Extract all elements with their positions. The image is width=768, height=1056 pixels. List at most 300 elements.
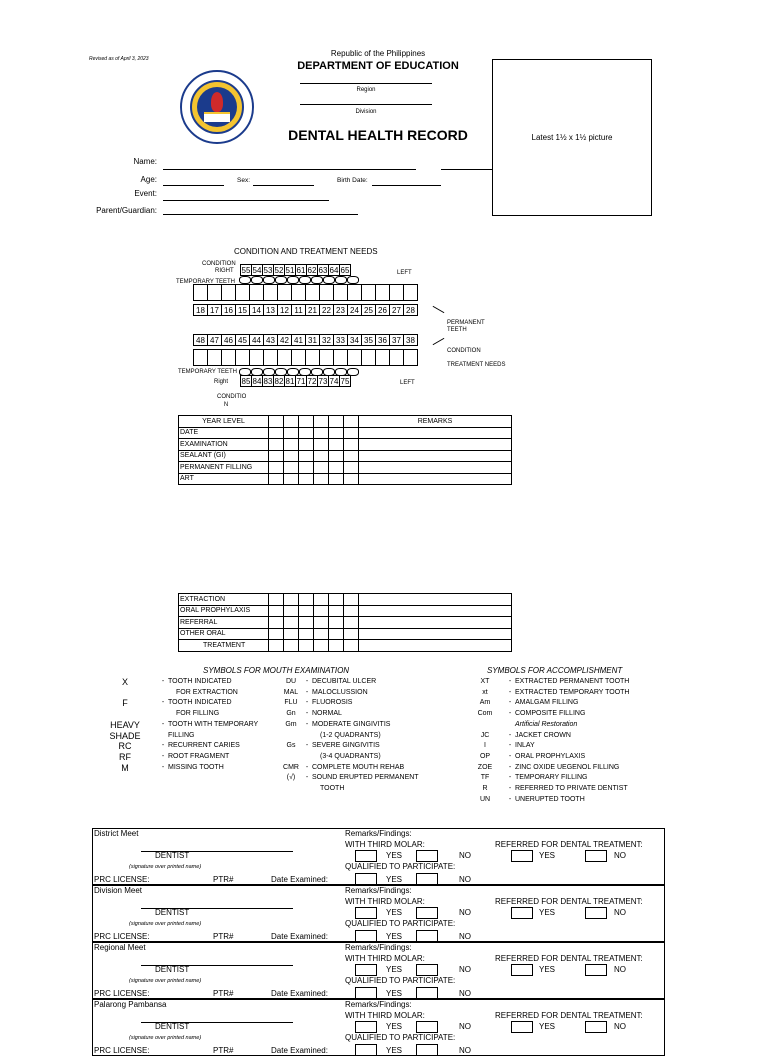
tooth-34[interactable]: 34 — [347, 334, 362, 346]
condition-cell[interactable] — [403, 349, 418, 366]
qualified-no-box[interactable] — [416, 873, 438, 885]
symbol-row — [465, 720, 630, 731]
table-cell[interactable] — [329, 473, 344, 485]
remarks-cell[interactable] — [359, 605, 512, 617]
symbol-row — [92, 709, 258, 720]
no-label: NO — [459, 1022, 471, 1031]
symbol-desc: FILLING — [168, 731, 195, 739]
guardian-field[interactable] — [163, 214, 358, 215]
referred-no-box[interactable] — [585, 1021, 607, 1033]
table-cell[interactable] — [269, 617, 284, 629]
table-cell[interactable] — [344, 628, 359, 640]
tooth-72[interactable]: 72 — [307, 377, 317, 386]
tooth-surface-shape[interactable] — [311, 276, 323, 284]
tooth-64[interactable]: 64 — [329, 266, 339, 275]
tooth-82[interactable]: 82 — [274, 377, 284, 386]
third-molar-no-box[interactable] — [416, 907, 438, 919]
dentist-label: DENTIST — [155, 851, 190, 860]
condition-cell[interactable] — [305, 284, 320, 301]
tooth-84[interactable]: 84 — [252, 377, 262, 386]
condition-cell[interactable] — [347, 349, 362, 366]
remarks-cell[interactable] — [359, 640, 512, 652]
photo-box[interactable] — [492, 59, 652, 216]
remarks-cell[interactable] — [359, 473, 512, 485]
symbol-dash: - — [508, 774, 512, 782]
third-molar-no-box[interactable] — [416, 1021, 438, 1033]
tooth-28[interactable]: 28 — [403, 304, 418, 316]
condition-cell[interactable] — [291, 284, 306, 301]
tooth-36[interactable]: 36 — [375, 334, 390, 346]
tooth-42[interactable]: 42 — [277, 334, 292, 346]
third-molar-no-box[interactable] — [416, 964, 438, 976]
region-line[interactable] — [300, 83, 432, 84]
table-cell[interactable] — [314, 628, 329, 640]
age-field[interactable] — [163, 185, 224, 186]
table-cell[interactable] — [269, 473, 284, 485]
symbol-dash: - — [508, 678, 512, 685]
condition-cell[interactable] — [221, 284, 236, 301]
tooth-surface-shape[interactable] — [239, 276, 251, 284]
tooth-21[interactable]: 21 — [305, 304, 320, 316]
tooth-surface-shape[interactable] — [335, 276, 347, 284]
symbol-code: M — [121, 762, 129, 773]
qualified-no-box[interactable] — [416, 987, 438, 999]
symbol-dash: - — [508, 710, 512, 718]
year-cell[interactable] — [269, 416, 284, 428]
table-cell[interactable] — [314, 427, 329, 439]
symbol-code: Am — [479, 699, 491, 707]
yes-label: YES — [386, 965, 403, 974]
symbol-desc: MODERATE GINGIVITIS — [312, 720, 391, 728]
qualified-yes-box[interactable] — [355, 1044, 377, 1056]
table-cell[interactable] — [284, 628, 299, 640]
condition-cell[interactable] — [249, 349, 264, 366]
table-cell[interactable] — [314, 439, 329, 451]
symbol-row — [465, 709, 630, 720]
table-cell[interactable] — [329, 450, 344, 462]
table-cell[interactable] — [299, 439, 314, 451]
symbols-acc-title: SYMBOLS FOR ACCOMPLISHMENT — [487, 666, 623, 675]
table-row — [179, 640, 512, 652]
remarks-label: Remarks/Findings: — [345, 943, 412, 952]
year-cell[interactable] — [299, 416, 314, 428]
third-molar-label: WITH THIRD MOLAR: — [345, 1011, 425, 1020]
tooth-45[interactable]: 45 — [235, 334, 250, 346]
tooth-surface-shape[interactable] — [347, 276, 359, 284]
table-cell[interactable] — [329, 605, 344, 617]
table-cell[interactable] — [284, 617, 299, 629]
condition-cell[interactable] — [263, 284, 278, 301]
table-cell[interactable] — [269, 450, 284, 462]
table-cell[interactable] — [329, 628, 344, 640]
photo-label: Latest 1½ x 1½ picture — [531, 133, 613, 142]
pointer-line-1 — [433, 306, 445, 313]
referred-label: REFERRED FOR DENTAL TREATMENT: — [495, 840, 643, 849]
condition-cell[interactable] — [333, 349, 348, 366]
qualified-yes-box[interactable] — [355, 930, 377, 942]
tooth-22[interactable]: 22 — [319, 304, 334, 316]
third-molar-no-box[interactable] — [416, 850, 438, 862]
symbol-desc: TEMPORARY FILLING — [515, 774, 588, 782]
condition-cell[interactable] — [291, 349, 306, 366]
symbol-desc: FOR EXTRACTION — [176, 688, 238, 696]
symbol-code: F — [122, 698, 128, 709]
condition-cell[interactable] — [389, 284, 404, 301]
symbol-row — [465, 784, 630, 795]
referred-yes-box[interactable] — [511, 850, 533, 862]
tooth-surface-shape[interactable] — [299, 276, 311, 284]
symbol-code — [92, 688, 158, 699]
third-molar-yes-box[interactable] — [355, 1021, 377, 1033]
remarks-cell[interactable] — [359, 450, 512, 462]
tooth-51[interactable]: 51 — [285, 266, 295, 275]
condition-cell[interactable] — [403, 284, 418, 301]
table-row — [179, 617, 512, 629]
condition-cell[interactable] — [263, 349, 278, 366]
remarks-cell[interactable] — [359, 628, 512, 640]
table-cell[interactable] — [344, 473, 359, 485]
tooth-16[interactable]: 16 — [221, 304, 236, 316]
symbol-row — [280, 709, 419, 720]
qualified-no-box[interactable] — [416, 1044, 438, 1056]
table-cell[interactable] — [299, 473, 314, 485]
symbol-code — [280, 752, 302, 763]
tooth-14[interactable]: 14 — [249, 304, 264, 316]
table-cell[interactable] — [329, 594, 344, 606]
tooth-71[interactable]: 71 — [296, 377, 306, 386]
table-cell[interactable] — [329, 439, 344, 451]
table-cell[interactable] — [329, 462, 344, 474]
symbol-row — [465, 752, 630, 763]
table-cell[interactable] — [314, 462, 329, 474]
symbol-dash: - — [305, 710, 309, 718]
symbol-desc: INLAY — [515, 742, 535, 750]
tooth-13[interactable]: 13 — [263, 304, 278, 316]
tooth-44[interactable]: 44 — [249, 334, 264, 346]
tooth-15[interactable]: 15 — [235, 304, 250, 316]
table-cell[interactable] — [344, 605, 359, 617]
table-cell[interactable] — [314, 473, 329, 485]
no-label: NO — [459, 851, 471, 860]
remarks-cell[interactable] — [359, 462, 512, 474]
tooth-74[interactable]: 74 — [329, 377, 339, 386]
tooth-11[interactable]: 11 — [291, 304, 306, 316]
tooth-73[interactable]: 73 — [318, 377, 328, 386]
date-examined-label: Date Examined: — [271, 932, 328, 941]
signature-note: (signature over printed name) — [129, 1035, 202, 1041]
table-cell[interactable] — [284, 439, 299, 451]
tooth-18[interactable]: 18 — [193, 304, 208, 316]
table-cell[interactable] — [344, 617, 359, 629]
tooth-35[interactable]: 35 — [361, 334, 376, 346]
symbol-code: DU — [285, 678, 297, 685]
signature-note: (signature over printed name) — [129, 921, 202, 927]
tooth-75[interactable]: 75 — [340, 377, 350, 386]
condition-cell[interactable] — [375, 349, 390, 366]
referred-yes-box[interactable] — [511, 1021, 533, 1033]
symbol-code: (√) — [286, 774, 296, 782]
table-cell[interactable] — [344, 640, 359, 652]
table-cell[interactable] — [269, 605, 284, 617]
tooth-33[interactable]: 33 — [333, 334, 348, 346]
year-cell[interactable] — [284, 416, 299, 428]
sex-field[interactable] — [253, 185, 314, 186]
tooth-23[interactable]: 23 — [333, 304, 348, 316]
permanent-teeth-label: PERMANENT TEETH — [447, 320, 485, 333]
tooth-surface-shape[interactable] — [275, 276, 287, 284]
table-cell[interactable] — [344, 439, 359, 451]
table-cell[interactable] — [269, 594, 284, 606]
table-row — [179, 594, 512, 606]
table-cell[interactable] — [344, 427, 359, 439]
table-cell[interactable] — [344, 462, 359, 474]
symbol-dash: - — [305, 688, 309, 696]
tooth-46[interactable]: 46 — [221, 334, 236, 346]
tooth-54[interactable]: 54 — [252, 266, 262, 275]
symbol-dash — [158, 688, 168, 699]
table-row — [179, 439, 512, 451]
table-cell[interactable] — [299, 640, 314, 652]
date-examined-label: Date Examined: — [271, 875, 328, 884]
condition-cell[interactable] — [277, 284, 292, 301]
tooth-surface-shape[interactable] — [287, 276, 299, 284]
birth-date-field[interactable] — [372, 185, 441, 186]
condition-wrap-label: CONDITIO N — [217, 394, 247, 408]
table-cell[interactable] — [299, 628, 314, 640]
symbol-code: JC — [480, 731, 490, 739]
table-cell[interactable] — [269, 439, 284, 451]
tooth-63[interactable]: 63 — [318, 266, 328, 275]
remarks-cell[interactable] — [359, 427, 512, 439]
tooth-81[interactable]: 81 — [285, 377, 295, 386]
symbol-dash: - — [161, 720, 165, 728]
row-label: ORAL PROPHYLAXIS — [179, 605, 269, 617]
tooth-62[interactable]: 62 — [307, 266, 317, 275]
symbol-dash — [302, 731, 312, 742]
table-cell[interactable] — [329, 640, 344, 652]
table-cell[interactable] — [329, 617, 344, 629]
symbol-code: R — [482, 785, 488, 793]
symbol-desc: (3-4 QUADRANTS) — [320, 752, 381, 760]
condition-cell[interactable] — [235, 349, 250, 366]
referred-label: REFERRED FOR DENTAL TREATMENT: — [495, 897, 643, 906]
tooth-25[interactable]: 25 — [361, 304, 376, 316]
year-cell[interactable] — [314, 416, 329, 428]
condition-cell[interactable] — [361, 349, 376, 366]
tooth-27[interactable]: 27 — [389, 304, 404, 316]
page-title: DENTAL HEALTH RECORD — [288, 127, 468, 143]
condition-cell[interactable] — [235, 284, 250, 301]
condition-cell[interactable] — [333, 284, 348, 301]
remarks-label: Remarks/Findings: — [345, 886, 412, 895]
year-cell[interactable] — [344, 416, 359, 428]
division-line[interactable] — [300, 104, 432, 105]
event-field[interactable] — [163, 200, 329, 201]
table-cell[interactable] — [284, 594, 299, 606]
condition-cell[interactable] — [221, 349, 236, 366]
table-cell[interactable] — [344, 594, 359, 606]
tooth-85[interactable]: 85 — [241, 377, 251, 386]
tooth-26[interactable]: 26 — [375, 304, 390, 316]
table-cell[interactable] — [284, 427, 299, 439]
tooth-47[interactable]: 47 — [207, 334, 222, 346]
tooth-65[interactable]: 65 — [340, 266, 350, 275]
condition-cell[interactable] — [277, 349, 292, 366]
symbol-row — [92, 698, 258, 709]
qualified-yes-box[interactable] — [355, 987, 377, 999]
table-cell[interactable] — [284, 462, 299, 474]
condition-cell[interactable] — [375, 284, 390, 301]
tooth-surface-shape[interactable] — [323, 276, 335, 284]
symbol-dash: - — [305, 699, 309, 707]
third-molar-label: WITH THIRD MOLAR: — [345, 840, 425, 849]
symbol-code: xt — [482, 688, 488, 696]
condition-cell[interactable] — [361, 284, 376, 301]
left-label-2: LEFT — [400, 380, 415, 386]
qualified-no-box[interactable] — [416, 930, 438, 942]
table-cell[interactable] — [269, 462, 284, 474]
table-cell[interactable] — [284, 605, 299, 617]
tooth-32[interactable]: 32 — [319, 334, 334, 346]
condition-cell[interactable] — [319, 349, 334, 366]
yes-label: YES — [386, 1046, 403, 1055]
condition-cell[interactable] — [207, 349, 222, 366]
condition-cell[interactable] — [207, 284, 222, 301]
tooth-61[interactable]: 61 — [296, 266, 306, 275]
condition-cell[interactable] — [347, 284, 362, 301]
table-cell[interactable] — [299, 594, 314, 606]
table-cell[interactable] — [314, 450, 329, 462]
condition-cell[interactable] — [305, 349, 320, 366]
remarks-label: Remarks/Findings: — [345, 829, 412, 838]
table-cell[interactable] — [314, 617, 329, 629]
table-cell[interactable] — [284, 640, 299, 652]
tooth-41[interactable]: 41 — [291, 334, 306, 346]
table-cell[interactable] — [284, 450, 299, 462]
table-cell[interactable] — [344, 450, 359, 462]
tooth-38[interactable]: 38 — [403, 334, 418, 346]
referred-yes-box[interactable] — [511, 907, 533, 919]
symbol-code: Gn — [286, 710, 296, 718]
ptr-label: PTR# — [213, 1046, 234, 1055]
referred-no-box[interactable] — [585, 964, 607, 976]
tooth-43[interactable]: 43 — [263, 334, 278, 346]
lower-permanent-condition — [193, 349, 417, 366]
condition-cell[interactable] — [193, 349, 208, 366]
table-cell[interactable] — [314, 605, 329, 617]
birth-date-label: Birth Date: — [337, 177, 368, 184]
symbol-row — [280, 773, 419, 784]
condition-cell[interactable] — [249, 284, 264, 301]
tooth-12[interactable]: 12 — [277, 304, 292, 316]
third-molar-yes-box[interactable] — [355, 964, 377, 976]
table-cell[interactable] — [299, 450, 314, 462]
table-cell[interactable] — [329, 427, 344, 439]
symbol-desc: TOOTH INDICATED — [168, 678, 232, 685]
table-cell[interactable] — [269, 640, 284, 652]
tooth-24[interactable]: 24 — [347, 304, 362, 316]
referred-no-box[interactable] — [585, 907, 607, 919]
row-label: ART — [179, 473, 269, 485]
symbol-dash: - — [305, 763, 309, 771]
prc-label: PRC LICENSE: — [94, 1046, 150, 1055]
tooth-37[interactable]: 37 — [389, 334, 404, 346]
table-cell[interactable] — [269, 628, 284, 640]
tooth-48[interactable]: 48 — [193, 334, 208, 346]
remarks-cell[interactable] — [359, 594, 512, 606]
referred-yes-box[interactable] — [511, 964, 533, 976]
no-label: NO — [459, 908, 471, 917]
year-cell[interactable] — [329, 416, 344, 428]
tooth-52[interactable]: 52 — [274, 266, 284, 275]
symbol-row — [92, 752, 258, 763]
table-cell[interactable] — [269, 427, 284, 439]
symbol-code — [92, 709, 158, 720]
remarks-cell[interactable] — [359, 439, 512, 451]
tooth-55[interactable]: 55 — [241, 266, 251, 275]
tooth-31[interactable]: 31 — [305, 334, 320, 346]
remarks-cell[interactable] — [359, 617, 512, 629]
symbol-dash — [302, 752, 312, 763]
left-label: LEFT — [397, 270, 412, 276]
row-label: REFERRAL — [179, 617, 269, 629]
table-cell[interactable] — [299, 427, 314, 439]
symbol-dash: - — [305, 720, 309, 728]
row-label: DATE — [179, 427, 269, 439]
table-cell[interactable] — [314, 640, 329, 652]
symbol-row — [465, 698, 630, 709]
tooth-83[interactable]: 83 — [263, 377, 273, 386]
table-cell[interactable] — [299, 605, 314, 617]
referred-no-box[interactable] — [585, 850, 607, 862]
region-label: Region — [356, 87, 376, 93]
name-field-ext[interactable] — [441, 169, 492, 170]
tooth-surface-shape[interactable] — [251, 276, 263, 284]
symbol-desc: FOR FILLING — [176, 710, 220, 718]
tooth-53[interactable]: 53 — [263, 266, 273, 275]
upper-temporary-shapes — [239, 276, 359, 284]
referred-label: REFERRED FOR DENTAL TREATMENT: — [495, 1011, 643, 1020]
symbol-code: XT — [480, 678, 490, 685]
symbol-code — [280, 784, 302, 795]
third-molar-yes-box[interactable] — [355, 907, 377, 919]
row-label: OTHER ORAL — [179, 628, 269, 640]
meet-block-1 — [92, 885, 665, 942]
symbol-dash: - — [305, 774, 309, 782]
symbol-desc: UNERUPTED TOOTH — [515, 795, 585, 803]
table-cell[interactable] — [284, 473, 299, 485]
table-cell[interactable] — [299, 462, 314, 474]
symbol-dash: - — [305, 678, 309, 685]
condition-label: CONDITION — [202, 261, 236, 267]
tooth-surface-shape[interactable] — [263, 276, 275, 284]
symbol-row — [465, 731, 630, 742]
symbol-row — [92, 741, 258, 752]
table-cell[interactable] — [314, 594, 329, 606]
symbol-desc: ORAL PROPHYLAXIS — [515, 752, 586, 760]
third-molar-yes-box[interactable] — [355, 850, 377, 862]
tooth-17[interactable]: 17 — [207, 304, 222, 316]
qualified-yes-box[interactable] — [355, 873, 377, 885]
table-cell[interactable] — [299, 617, 314, 629]
condition-cell[interactable] — [389, 349, 404, 366]
condition-cell[interactable] — [193, 284, 208, 301]
name-field[interactable] — [163, 169, 416, 170]
symbol-code: UN — [479, 795, 491, 803]
condition-cell[interactable] — [319, 284, 334, 301]
symbols-exam-right — [280, 677, 419, 795]
ptr-label: PTR# — [213, 989, 234, 998]
